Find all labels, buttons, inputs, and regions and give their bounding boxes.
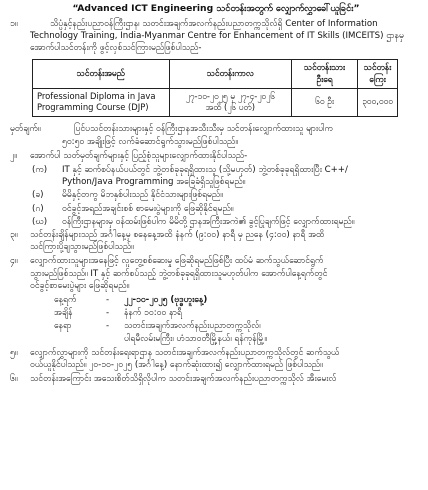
list-item-line-1: ဝင်ခွင့်အရည်အချင်းစစ် စာမေးပွဲများကို ဖြေဆိုနိုင်ရမည်။: [62, 203, 234, 214]
paragraph-1: [10, 18, 422, 55]
paragraph-4-line-1: လျှောက်ထားသူများအနေဖြင့် လူတွေ့စစ်ဆေးမှု ဖြေဆိုရမည်ဖြစ်ပြီး ထပ်မံ ဆက်သွယ်ဆောင်ရွက်: [30, 256, 324, 267]
paragraph-5-line-1: လျှောက်လွှာများကို သင်တန်းရေးရာဌာန သတင်းအချက်အလက်နည်းပညာတက္ကသိုလ်တွင် ဆက်သွယ်: [30, 347, 340, 358]
paragraph-1-line-1: သိပ္ပံနှင့်နည်းပညာဝန်ကြီးဌာန၊ သတင်းအချက်အလက်နည်းပညာတက္ကသိုလ်ရှိ Center of Information: [50, 19, 378, 30]
detail-value: နံနက် ၁၀:၀၀ နာရီ: [124, 308, 182, 319]
paragraph-number: ၃။: [10, 229, 18, 240]
paragraph-2-intro: အောက်ပါ သတ်မှတ်ချက်များနှင့် ပြည့်စုံသူများလျှောက်ထားနိုင်ပါသည်-: [30, 150, 248, 161]
table-header-row: [33, 59, 398, 88]
cell-course-period: [169, 88, 292, 117]
course-table: [32, 59, 398, 118]
paragraph-1-line-3: အောက်ပါသင်တန်းကို ဖွင့်လှစ်သင်ကြားမည်ဖြစ်ပါသည်-: [30, 43, 202, 54]
detail-row-venue: [54, 320, 422, 344]
paragraph-number: ၄။: [10, 256, 18, 267]
exam-details: [54, 294, 422, 345]
detail-label: နေ့ရက်: [54, 295, 77, 305]
paragraph-6-line-1: သင်တန်းအကြောင်း အသေးစိတ်သိရှိလိုပါက သတင်းအချက်အလက်နည်းပညာတက္ကသိုလ် အီးမေးလ်: [30, 374, 337, 385]
paragraph-1-line-2: Technology Training, India-Myanmar Centre for Enhancement of IT Skills (IMCEITS) ဌာနမှ: [30, 31, 404, 42]
detail-label: အချိန်: [54, 308, 73, 319]
header-student-count: သင်တန်းသားဦးရေ: [292, 59, 358, 88]
paragraph-number: ၁။: [10, 19, 18, 30]
list-item-line-1: မိမိနှင့်တကွ မိဘနှစ်ပါးသည် နိုင်ငံသားများဖြစ်ရမည်။: [62, 190, 223, 201]
list-item-line-1: IT နှင့် ဆက်စပ်နယ်ပယ်တွင် ဘွဲ့တစ်ခုခုရရှိထားသူ (သို့မဟုတ်) ဘွဲ့တစ်ခုခုရရှိထားပြီး C++/: [62, 164, 348, 175]
detail-separator: -: [106, 295, 110, 305]
detail-value: သတင်းအချက်အလက်နည်းပညာတက္ကသိုလ်၊: [124, 321, 261, 332]
course-name-line-1: Professional Diploma in Java: [37, 90, 156, 101]
list-item-line-2: Python/Java Programming အခြေခံရှိသူဖြစ်ရမည်။: [62, 177, 246, 188]
header-course-fee: သင်တန်းကြေး: [358, 59, 398, 88]
detail-row-date: [54, 294, 422, 306]
course-name-line-2: Programming Course (DJP): [37, 102, 149, 113]
paragraph-number: ၂။: [10, 150, 17, 161]
detail-separator: -: [106, 321, 110, 332]
paragraph-4-line-2: သွားမည်ဖြစ်သည်။ IT နှင့် ဆက်စပ်သည့် ဘွဲ့တစ်ခုခုရရှိထားသူမဟုတ်ပါက အောက်ပါနေ့ရက်တွင်: [30, 268, 328, 279]
note: [10, 123, 422, 147]
paragraph-number: ၅။: [10, 347, 18, 358]
paragraph-2: [10, 150, 422, 162]
detail-separator: -: [106, 308, 110, 319]
document-title: “Advanced ICT Engineering သင်တန်းအတွက် လျှောက်လွှာခေါ်ယူခြင်း”: [72, 3, 360, 14]
list-item: [32, 203, 422, 215]
list-item-line-1: ဝန်ကြီးဌာနများမှ ဝန်ထမ်းဖြစ်ပါက မိမိတို့ဌာနအကြီးအကဲ၏ ခွင့်ပြုချက်ဖြင့် လျှောက်ထားရမည်။: [62, 216, 355, 227]
detail-value-line-2: ပါရမီလမ်းမကြီး၊ ဟံသာဝတီမြို့နယ်၊ ရန်ကုန်မြို့။: [124, 333, 267, 344]
list-item-label: (ဃ): [32, 216, 48, 227]
paragraph-4-line-3: ဝင်ခွင့်စာမေးပွဲများ ဖြေဆိုရမည်။: [30, 280, 130, 291]
paragraph-5: [10, 347, 422, 371]
header-course-period: သင်တန်းကာလ: [169, 59, 292, 88]
list-item-label: (က): [32, 164, 48, 175]
detail-label: နေရာ: [54, 321, 72, 332]
paragraph-4: [10, 255, 422, 292]
note-label: မှတ်ချက်။: [10, 124, 41, 135]
note-line-1: ပြင်ပသင်တန်းသားများနှင့် ဝန်ကြီးဌာနအသီးသီးမှ သင်တန်းလျှောက်ထားသူ များပါက: [74, 124, 333, 135]
list-item-label: (ခ): [32, 190, 44, 201]
list-item: [32, 216, 422, 228]
paragraph-3: [10, 229, 422, 253]
paragraph-number: ၆။: [10, 374, 18, 385]
header-course-name: သင်တန်းအမည်: [33, 59, 170, 88]
detail-value: ၂၂-၁၀-၂၀၂၅ (ဗုဒ္ဓဟူးနေ့): [124, 295, 208, 305]
paragraph-3-line-2: သင်ကြားပို့ချသွားမည်ဖြစ်ပါသည်။: [30, 242, 134, 253]
paragraph-6: [10, 373, 422, 385]
note-line-2: ၅၀:၅၀ အချိုးဖြင့် လက်ခံဆောင်ရွက်သွားမည်ဖြစ်ပါသည်။: [62, 136, 238, 147]
period-line-1: ၂၇-၁၀-၂၀၂၅ မှ ၂၇-၄-၂၀၂၆: [185, 90, 275, 101]
list-item: [32, 189, 422, 201]
list-item: [32, 164, 422, 188]
paragraph-3-line-1: သင်တန်းချိန်များသည် အင်္ဂါနေ့မှ စနေနေ့အထိ နံနက် (၉:၀၀) နာရီ မှ ညနေ (၄:၀၀) နာရီ အထိ: [30, 229, 325, 240]
cell-course-fee: ၃၀၀,၀၀၀: [358, 88, 398, 117]
list-item-label: (ဂ): [32, 203, 44, 214]
cell-student-count: ၆၀ ဦး: [292, 88, 358, 117]
paragraph-5-line-2: ဝယ်ယူနိုင်ပါသည်။ ၂၀-၁၀-၂၀၂၅ (အင်္ဂါနေ့) နောက်ဆုံးထား၍ လျှောက်ထားရမည် ဖြစ်ပါသည်။: [30, 360, 323, 371]
table-row: [33, 88, 398, 117]
period-line-2: အထိ (၂၆ ပတ်): [205, 102, 255, 113]
cell-course-name: [33, 88, 170, 117]
detail-row-time: [54, 307, 422, 319]
